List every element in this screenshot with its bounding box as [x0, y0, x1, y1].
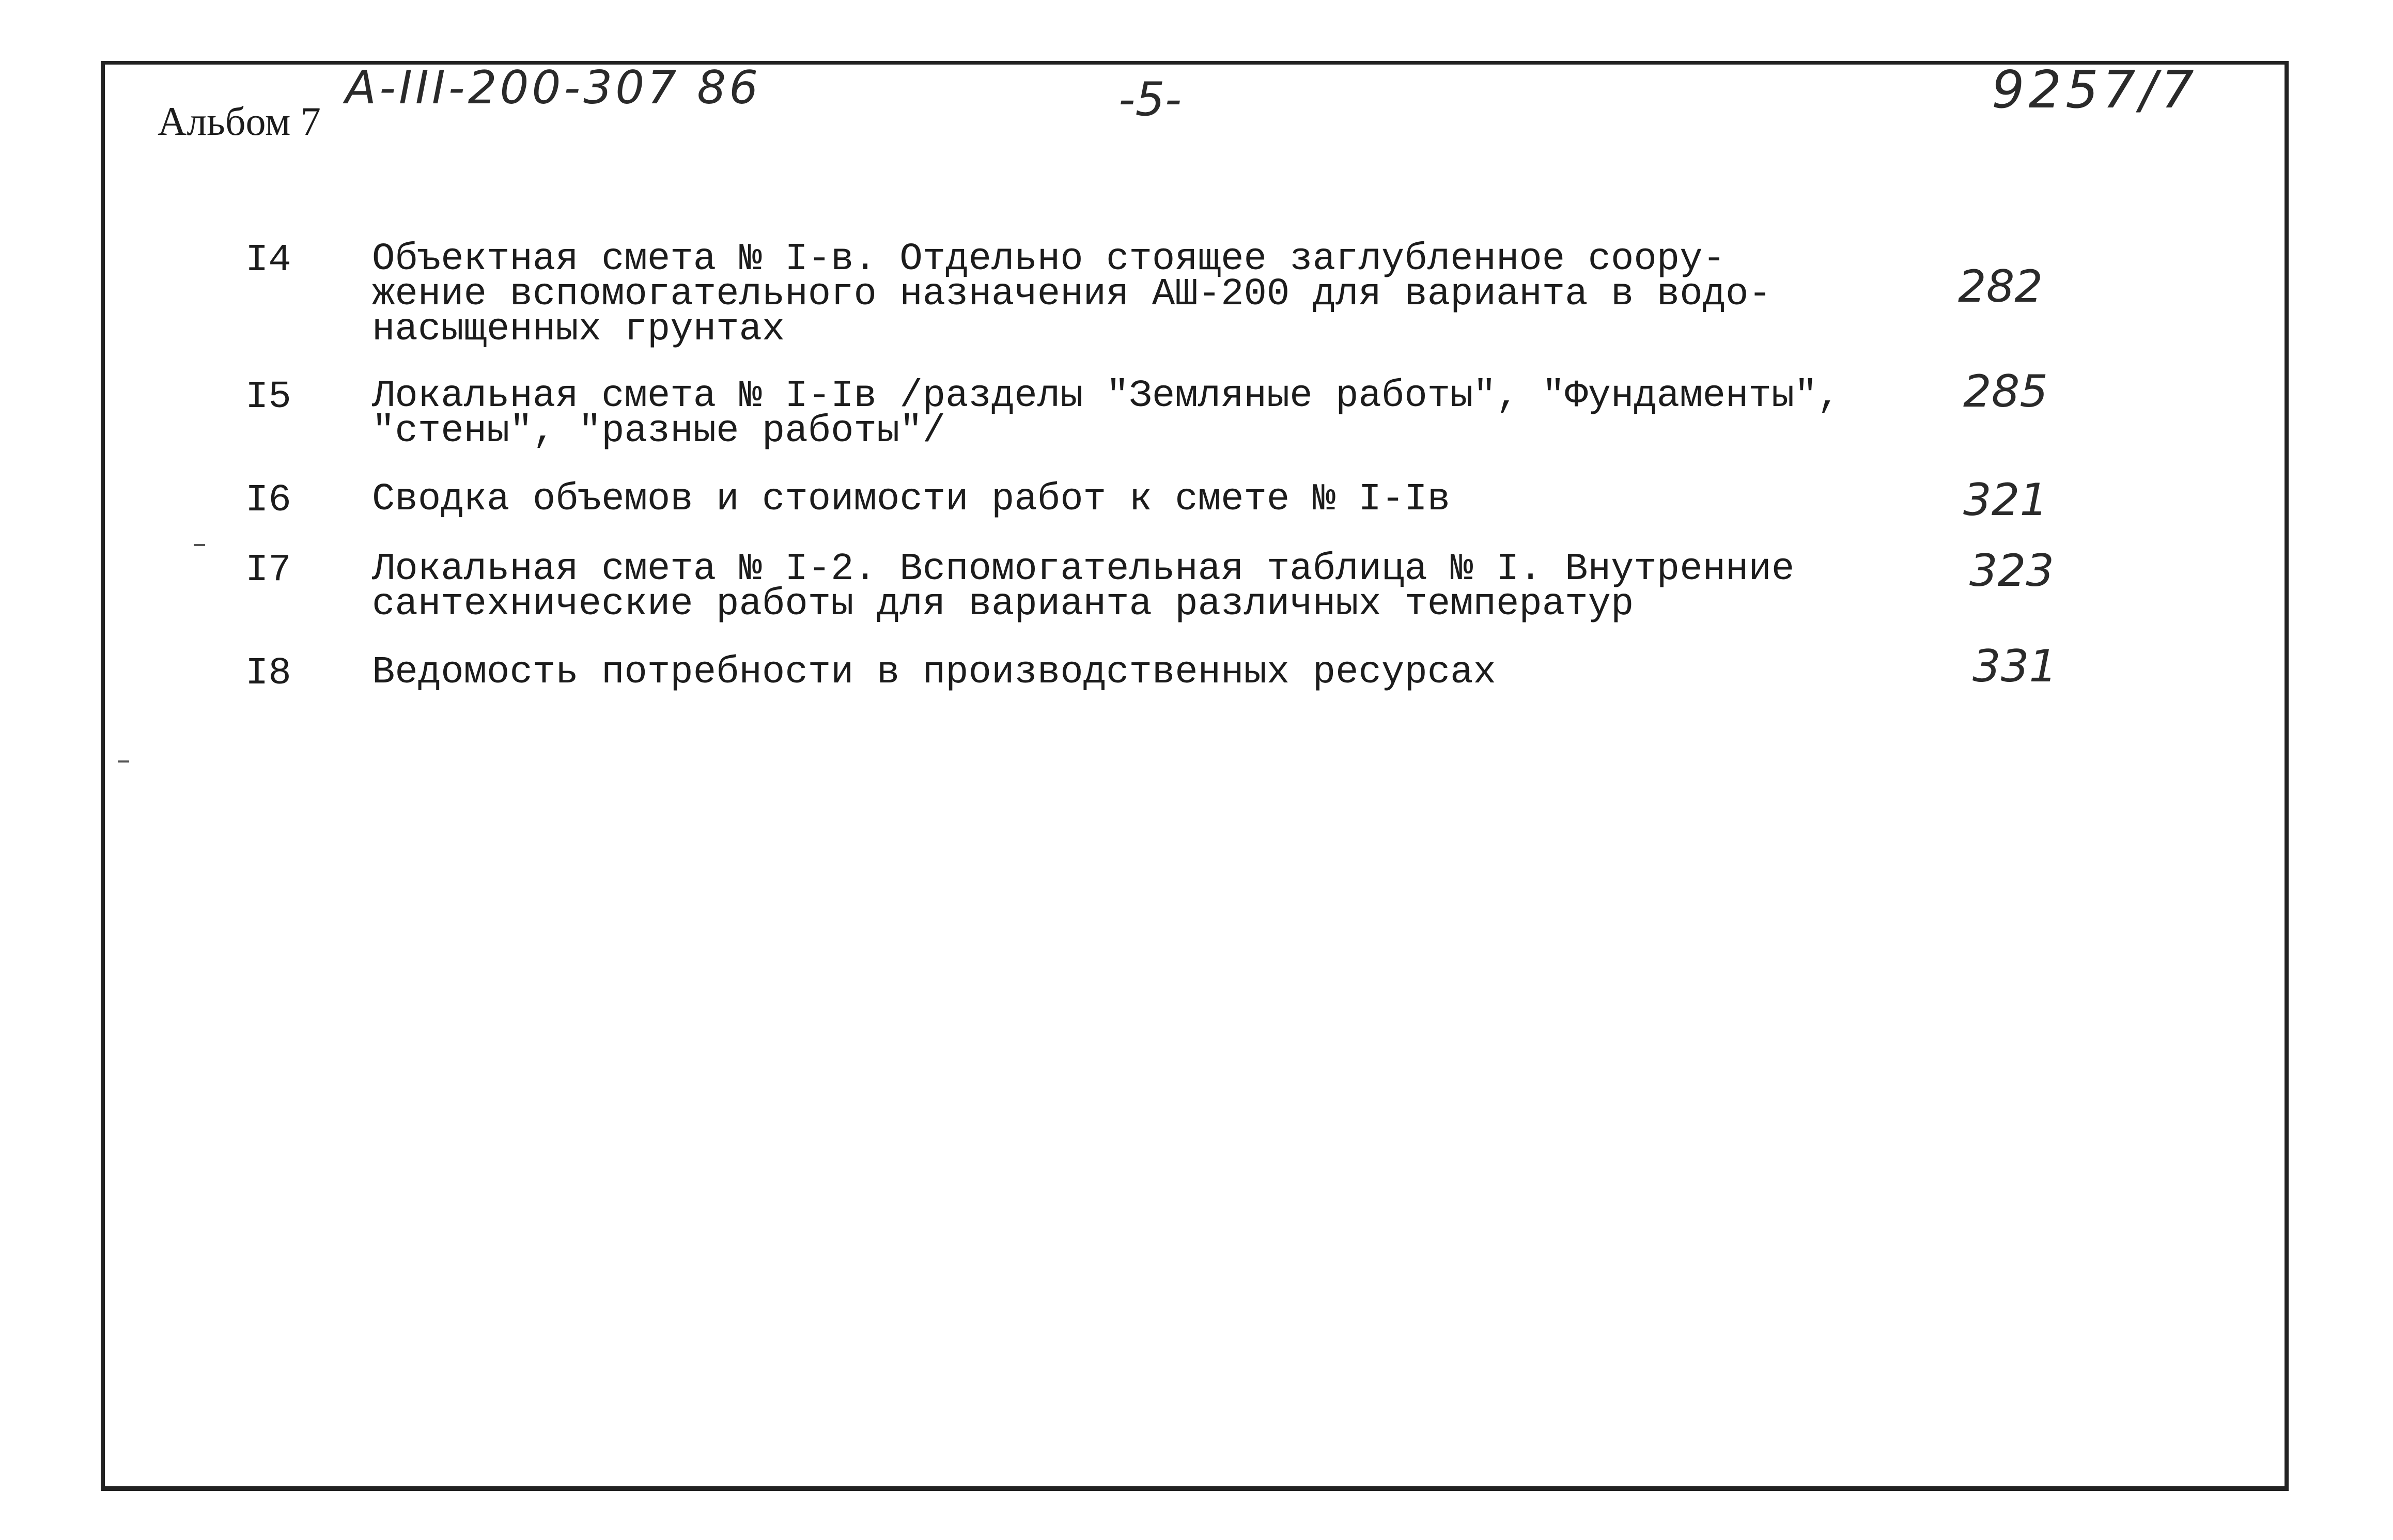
entry-text	[372, 375, 1841, 453]
entry-number: I8	[245, 652, 291, 695]
entry-number: I6	[245, 479, 291, 522]
entry-number: I7	[245, 549, 291, 592]
entry-text	[372, 478, 1451, 521]
entry-text	[372, 238, 1772, 351]
entry-line: сантехнические работы для варианта различных температур	[372, 583, 1634, 626]
entry-page: 282	[1958, 261, 2043, 313]
entry-page: 323	[1969, 545, 2055, 597]
entry-line: Ведомость потребности в производственных ресурсах	[372, 651, 1496, 694]
entry-line: жение вспомогательного назначения АШ-200 для варианта в водо-	[372, 273, 1772, 316]
scan-mark	[118, 760, 129, 763]
entry-line: Локальная смета № I-Iв /разделы "Земляные работы", "Фундаменты",	[372, 375, 1841, 418]
entry-line: Объектная смета № I-в. Отдельно стоящее заглубленное соору-	[372, 238, 1726, 281]
entry-page: 331	[1972, 641, 2058, 692]
entry-number: I5	[245, 376, 291, 419]
entry-line: "стены", "разные работы"/	[372, 410, 946, 453]
entry-line: насыщенных грунтах	[372, 308, 785, 351]
entry-number: I4	[245, 239, 291, 282]
entry-text	[372, 651, 1496, 694]
page-number: -5-	[1118, 72, 1182, 127]
entry-page: 285	[1963, 366, 2048, 417]
scan-mark	[194, 544, 205, 546]
sheet-code: 9257/7	[1992, 59, 2198, 120]
album-label: Альбом 7	[158, 99, 321, 144]
entry-text	[372, 548, 1795, 626]
entry-page: 321	[1963, 474, 2048, 526]
entry-line: Локальная смета № I-2. Вспомогательная таблица № I. Внутренние	[372, 548, 1795, 591]
album-code: A-III-200-307 86	[345, 61, 762, 114]
entry-line: Сводка объемов и стоимости работ к смете № I-Iв	[372, 478, 1451, 521]
